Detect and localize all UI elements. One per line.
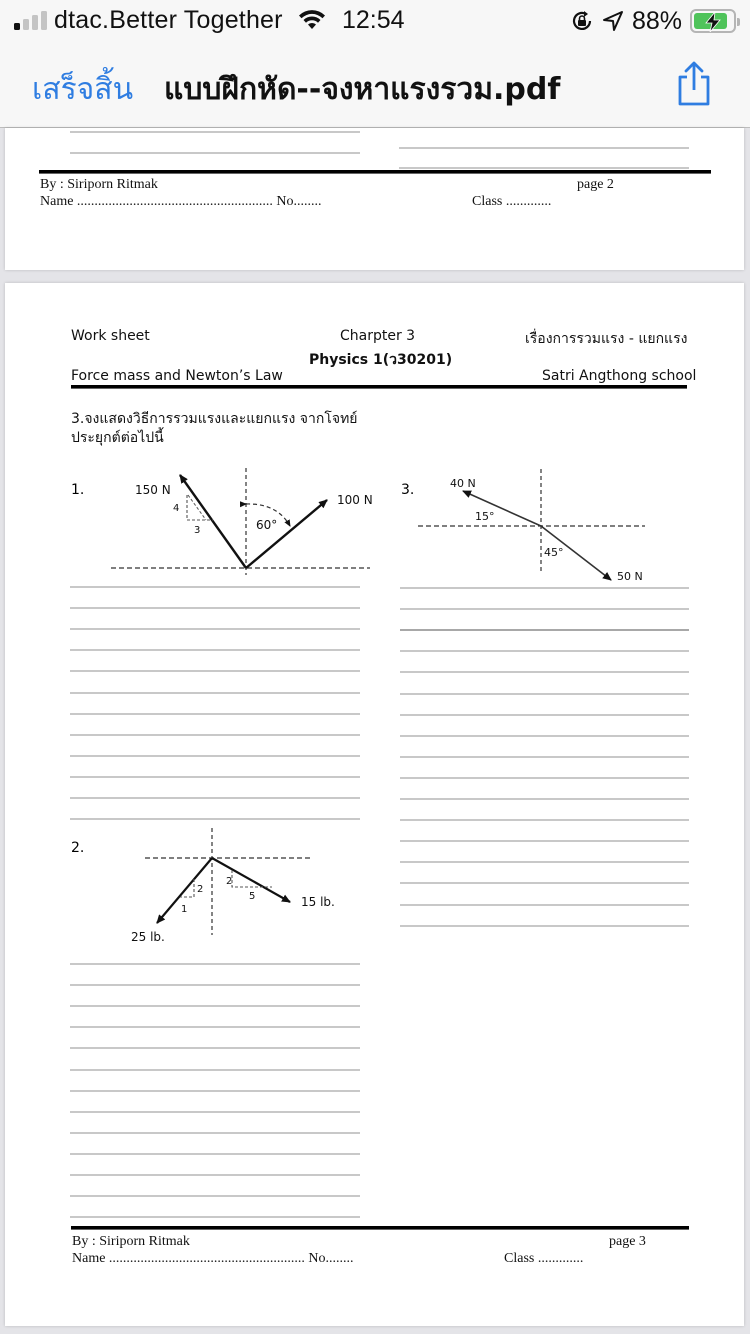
answer-line [70,1090,360,1092]
answer-line [70,152,360,154]
problem-2-diagram [125,823,365,948]
answer-line [400,882,689,884]
footer-divider [71,1226,689,1230]
answer-line [70,1005,360,1007]
answer-line [70,1216,360,1218]
battery-charging-icon [690,9,736,33]
answer-line [400,819,689,821]
answer-line [70,1111,360,1113]
signal-icon [14,12,48,30]
share-icon [674,60,714,108]
slope-label-rise: 2 [197,884,204,895]
footer-author: By : Siriporn Ritmak [72,1234,190,1249]
answer-line [70,963,360,965]
answer-line [70,607,360,609]
answer-line [70,734,360,736]
force-label-150n: 150 N [135,483,171,497]
header-topic: เรื่องการรวมแรง - แยกแรง [525,331,688,347]
force-label-15lb: 15 lb. [301,895,335,909]
rotation-lock-icon [570,9,594,33]
footer-page-number: page 2 [577,177,614,192]
answer-line [70,1026,360,1028]
answer-line [70,692,360,694]
wifi-icon [297,9,327,31]
document-title: แบบฝึกหัด--จงหาแรงรวม.pdf [164,72,561,107]
footer-name-field: Name ........................................................ No........ [40,194,322,209]
answer-line [70,755,360,757]
answer-line [400,861,689,863]
slope-label-run: 1 [181,904,188,915]
battery-percent: 88% [631,6,682,35]
answer-line [70,586,360,588]
pdf-page-2 [5,128,744,270]
header-course: Physics 1(ว30201) [309,352,453,368]
answer-line [400,650,689,652]
slope-label-run: 3 [194,525,201,536]
angle-label-45: 45° [544,546,564,559]
answer-line [70,713,360,715]
answer-line [70,984,360,986]
answer-line [400,587,689,589]
force-label-40n: 40 N [450,477,476,490]
done-button[interactable]: เสร็จสิ้น [32,66,133,113]
answer-line [400,904,689,906]
navigation-bar [0,42,750,128]
footer-author: By : Siriporn Ritmak [40,177,158,192]
status-bar [0,0,750,42]
footer-name-field: Name ........................................................ No........ [72,1251,354,1266]
answer-line [70,628,360,630]
answer-line [400,756,689,758]
instruction-line-1: 3.จงแสดงวิธีการรวมแรงและแยกแรง จากโจทย์ [71,411,358,427]
force-vector-150n [180,475,246,568]
answer-line [399,147,689,149]
answer-line [400,925,689,927]
answer-line [70,1069,360,1071]
angle-label-15: 15° [475,510,495,523]
answer-line [400,777,689,779]
header-unit: Force mass and Newton’s Law [71,368,283,384]
force-label-50n: 50 N [617,570,643,583]
answer-line [70,797,360,799]
answer-line [400,671,689,673]
angle-label-60: 60° [256,518,278,532]
answer-line [70,1174,360,1176]
answer-line [70,649,360,651]
answer-line [400,735,689,737]
answer-line [70,1195,360,1197]
force-label-100n: 100 N [337,493,373,507]
share-button[interactable] [674,60,714,108]
answer-line [400,693,689,695]
footer-class-field: Class ............. [504,1251,584,1266]
header-school: Satri Angthong school [542,368,697,384]
header-chapter: Charpter 3 [340,328,416,344]
answer-line [400,629,689,631]
header-worksheet: Work sheet [71,328,150,344]
slope-label-rise: 4 [173,503,180,514]
problem-1-number: 1. [71,482,85,498]
clock: 12:54 [342,6,405,34]
carrier-name: dtac.Better Together [54,6,283,34]
answer-line [70,131,360,133]
problem-3-number: 3. [401,482,415,498]
problem-1-diagram [105,463,375,578]
problem-3-diagram [415,463,665,583]
slope-label-run: 5 [249,891,256,902]
footer-page-number: page 3 [609,1234,646,1249]
header-divider [71,385,687,389]
answer-line [400,714,689,716]
answer-line [70,1153,360,1155]
answer-line [70,776,360,778]
answer-line [70,1047,360,1049]
answer-line [70,670,360,672]
answer-line [400,608,689,610]
pdf-page-3 [5,283,744,1326]
answer-line [70,1132,360,1134]
answer-line [399,167,689,169]
instruction-line-2: ประยุกต์ต่อไปนี้ [71,430,164,446]
slope-label-rise: 2 [226,876,233,887]
problem-2-number: 2. [71,840,85,856]
footer-class-field: Class ............. [472,194,552,209]
footer-divider [39,170,711,174]
location-icon [602,10,624,32]
answer-line [70,818,360,820]
force-label-25lb: 25 lb. [131,930,165,944]
answer-line [400,798,689,800]
force-vector-100n [246,500,327,568]
answer-line [400,840,689,842]
